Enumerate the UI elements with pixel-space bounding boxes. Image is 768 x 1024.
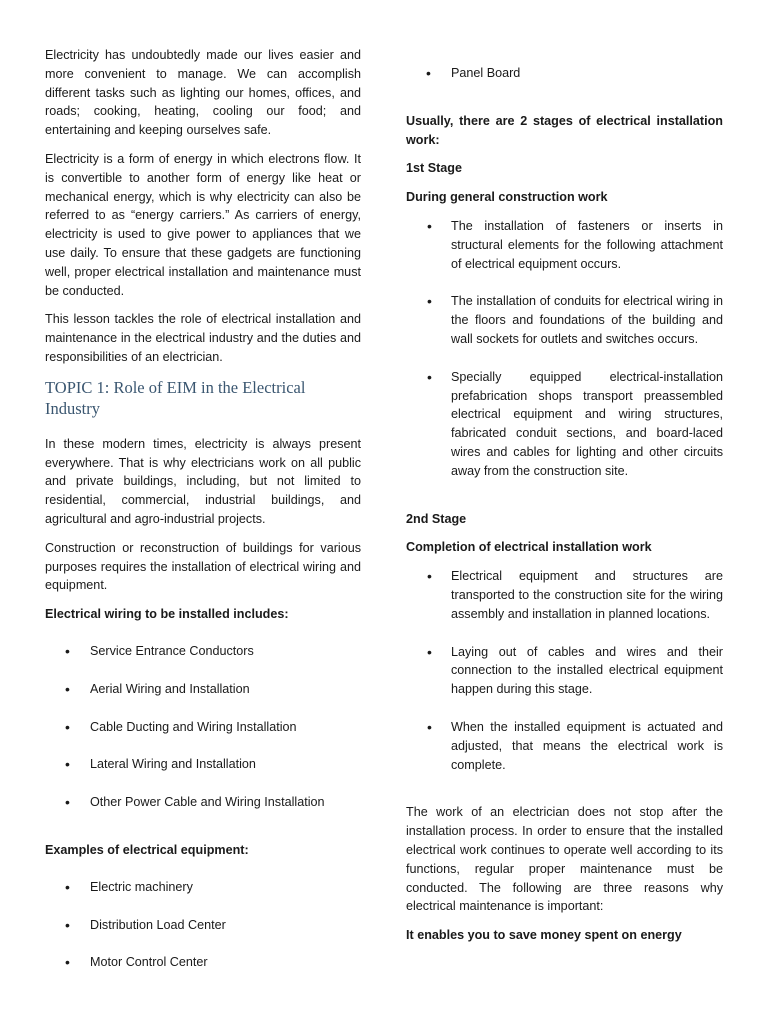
intro-paragraph-3: This lesson tackles the role of electrical installation and maintenance in the electrical industry and the duties and responsibilities of an electrician.	[45, 312, 361, 364]
list-item: • The installation of conduits for electrical wiring in the floors and foundations of the building and wall sockets for outlets and switches occurs.	[406, 292, 723, 348]
topic-heading: TOPIC 1: Role of EIM in the Electrical Industry	[45, 377, 306, 418]
wiring-list	[45, 642, 361, 812]
list-item: • Laying out of cables and wires and their connection to the installed electrical equipment happen during this stage.	[406, 643, 723, 699]
topic-paragraph-2: Construction or reconstruction of buildings for various purposes requires the installation of electrical wiring and equipment.	[45, 540, 361, 593]
wiring-list-heading: Electrical wiring to be installed includes:	[45, 607, 289, 622]
stage-2-label: 2nd Stage	[406, 511, 467, 526]
stages-heading: Usually, there are 2 stages of electrical installation work:	[406, 113, 723, 147]
stage-1-list	[406, 217, 723, 481]
list-item: • The installation of fasteners or inserts in structural elements for the following attachment of electrical equipment occurs.	[406, 217, 723, 273]
stage-1-label: 1st Stage	[406, 161, 462, 176]
stage-1-title: During general construction work	[406, 190, 608, 205]
right-column	[406, 64, 723, 945]
left-column	[45, 46, 361, 991]
topic-paragraph-1: In these modern times, electricity is always present everywhere. That is why electricians work on all public and private buildings, including, but not limited to residential, commercial, industrial buildings, and agricultural and agro-industrial projects.	[45, 436, 361, 526]
intro-paragraph-1: Electricity has undoubtedly made our lives easier and more convenient to manage. We can accomplish different tasks such as lighting our homes, offices, and roads; cooking, heating, cooling our food; and entertaining and keeping ourselves safe.	[45, 48, 361, 138]
list-item: • Specially equipped electrical-installation prefabrication shops transport preassembled electrical equipment and wiring structures, fabricated conduit sections, and board-laced wires and cables for lighting and other circuits away from the construction site.	[406, 368, 723, 481]
maintenance-paragraph: The work of an electrician does not stop after the installation process. In order to ensure that the installed electrical work continues to operate well according to its functions, regular proper maintenance must be conducted. The following are three reasons why electrical maintenance is important:	[406, 805, 723, 914]
stage-2-title: Completion of electrical installation work	[406, 540, 652, 555]
stage-2-list	[406, 567, 723, 774]
list-item: • Aerial Wiring and Installation	[45, 680, 361, 699]
list-item: • Electrical equipment and structures are transported to the construction site for the wiring assembly and installation in planned locations.	[406, 567, 723, 623]
list-item: • Electric machinery	[45, 878, 361, 897]
list-item: • Panel Board	[406, 64, 723, 83]
list-item: • Cable Ducting and Wiring Installation	[45, 718, 361, 737]
list-item: • Lateral Wiring and Installation	[45, 755, 361, 774]
equipment-list-heading: Examples of electrical equipment:	[45, 842, 249, 857]
list-item: • Distribution Load Center	[45, 916, 361, 935]
equipment-list-continued	[406, 64, 723, 83]
equipment-list	[45, 878, 361, 972]
reason-1-heading: It enables you to save money spent on energy	[406, 928, 682, 943]
intro-paragraph-2: Electricity is a form of energy in which electrons flow. It is convertible to another form of energy like heat or mechanical energy, which is why electricity can also be referred to as “energy carriers.” As carriers of energy, electricity is used to give power to appliances that we use daily. To ensure that these gadgets are functioning well, proper electrical installation and maintenance must be conducted.	[45, 151, 361, 298]
list-item: • Service Entrance Conductors	[45, 642, 361, 661]
list-item: • Motor Control Center	[45, 953, 361, 972]
list-item: • When the installed equipment is actuated and adjusted, that means the electrical work is complete.	[406, 718, 723, 774]
list-item: • Other Power Cable and Wiring Installation	[45, 793, 361, 812]
